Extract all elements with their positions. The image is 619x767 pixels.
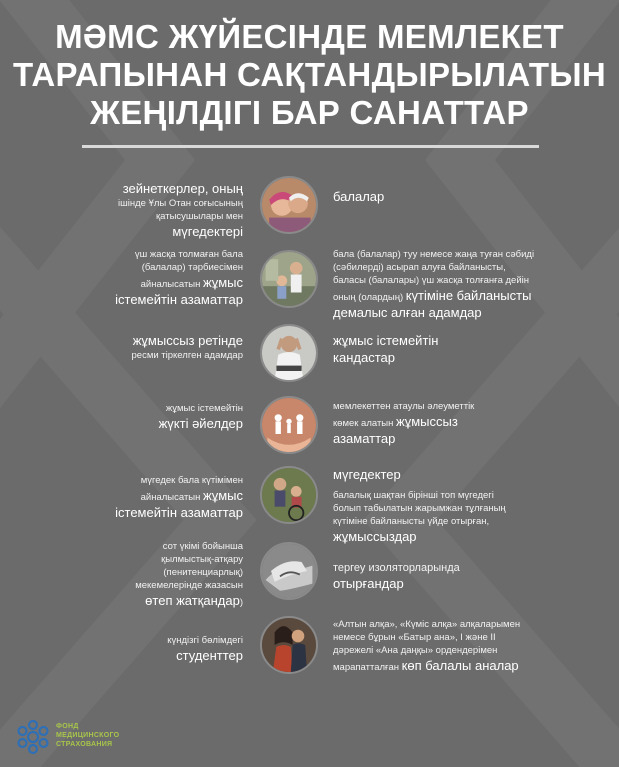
fund-logo-text [56,722,119,749]
large-family-photo-icon [260,616,318,674]
row6-left-small-2: қылмыстық-атқару [161,554,243,565]
row4-left-text [159,402,243,432]
row2-left-small-1: үш жасқа толмаған бала [134,249,243,260]
row7-left-big: студенттер [176,648,243,663]
row7-left-text [167,634,243,664]
logo-line-3: СТРАХОВАНИЯ [56,741,113,748]
row7-right-small-3: дәрежелі «Ана даңқы» ордендерімен [333,645,498,656]
row2-left-mid: айналысатын [140,279,201,290]
row5-right-small-2: болып табылатын жарымжан тұлғаның [333,503,506,514]
row2-left-big: істемейтін азаматтар [115,292,243,307]
row1-left-small-1: ішінде Ұлы Отан соғысының [118,198,243,209]
row6-right-big-1: отырғандар [333,576,404,591]
mother-child-photo-icon [260,250,318,308]
logo-line-2: МЕДИЦИНСКОГО [56,732,120,739]
row5-left-big: істемейтін азаматтар [115,505,243,520]
row5-left-big-inline: жұмыс [203,488,243,503]
row3-left-small-1: ресми тіркелген адамдар [131,350,243,361]
row6-left-text [135,540,243,609]
title-divider [82,145,539,148]
row4-right-big-inline: жұмыссыз [396,414,458,429]
row6-right-text [333,562,593,592]
row6-left-tail: ) [239,597,243,608]
row1-left-big: мүгедектері [172,224,243,239]
row2-right-text [333,248,593,321]
row2-right-big-inline: күтіміне байланысты [405,288,532,303]
row7-right-small-2: немесе бұрын «Батыр ана», І және ІІ [333,632,496,643]
row5-left-mid: айналысатын [140,492,201,503]
row7-right-small-1: «Алтын алқа», «Күміс алқа» алқаларымен [333,619,521,630]
row2-right-small-3: баласы (балалары) үш жасқа толғанға дейін [333,275,530,286]
row4-right-big-1: азаматтар [333,431,396,446]
row5-left-text [115,474,243,521]
row3-left-text [132,332,244,362]
row2-left-text [115,248,243,308]
row7-left-small-1: күндізгі бөлімдегі [167,635,243,646]
row4-right-mid: көмек алатын [333,418,394,429]
wheelchair-family-photo-icon [260,466,318,524]
row2-right-big-1: демалыс алған адамдар [333,305,482,320]
row1-right-big-1: балалар [333,189,385,204]
logo-line-1: ФОНД [56,723,79,730]
row3-right-big-2: кандастар [333,350,395,365]
row1-left-small-2: қатысушылары мен [156,211,243,222]
elderly-child-photo-icon [260,176,318,234]
row7-right-text [333,618,593,674]
hands-photo-icon [260,542,318,600]
row2-right-small-1: бала (балалар) туу немесе жаңа туған сәбиді [333,249,535,260]
row7-right-big-inline: көп балалы аналар [401,658,519,673]
row1-left-big-top: зейнеткерлер, оның [122,181,243,196]
row6-left-small-1: сот үкімі бойынша [162,541,243,552]
row7-right-mid: марапатталған [333,662,400,673]
row3-right-text [333,332,593,366]
row5-right-text [333,466,593,545]
row1-left-text [118,180,243,240]
row6-left-small-4: мекемелерінде жазасын [135,580,243,591]
title-line-1: МӘМС ЖҮЙЕСІНДЕ МЕМЛЕКЕТ [55,18,564,55]
row2-right-mid: оның (олардың) [333,292,404,303]
row2-left-big-inline: жұмыс [203,275,243,290]
title-line-2: ТАРАПЫНАН САҚТАНДЫРЫЛАТЫН [12,56,607,93]
row6-right-small-1: тергеу изоляторларында [333,562,460,574]
title-line-3: ЖЕҢІЛДІГІ БАР САНАТТАР [90,94,529,131]
row3-right-big-1: жұмыс істемейтін [333,333,439,348]
row5-right-small-3: күтіміне байланысты үйде отырған, [333,516,490,527]
row6-left-big: өтеп жатқандар [145,593,240,608]
row3-left-big-top: жұмыссыз ретінде [132,333,243,348]
page-title [0,18,619,132]
stressed-man-photo-icon [260,324,318,382]
row5-right-small-1: балалық шақтан бірінші топ мүгедегі [333,490,494,501]
row6-left-small-3: (пенитенциарлық) [163,567,243,578]
row4-right-small-1: мемлекеттен атаулы әлеуметтік [333,401,475,412]
row5-right-big-1: жұмыссыздар [333,529,417,544]
row5-right-big-top: мүгедектер [333,467,401,482]
row4-left-big: жүкті әйелдер [158,416,243,431]
row5-left-small-1: мүгедек бала күтімімен [140,475,243,486]
row4-right-text [333,400,593,447]
fund-logo-icon [14,718,52,756]
row2-right-small-2: (сәбилерді) асырап алуға байланысты, [333,262,506,273]
row4-left-small-1: жұмыс істемейтін [165,403,243,414]
paper-family-photo-icon [260,396,318,454]
row1-right-text [333,188,593,205]
row2-left-small-2: (балалар) тәрбиесімен [141,262,243,273]
